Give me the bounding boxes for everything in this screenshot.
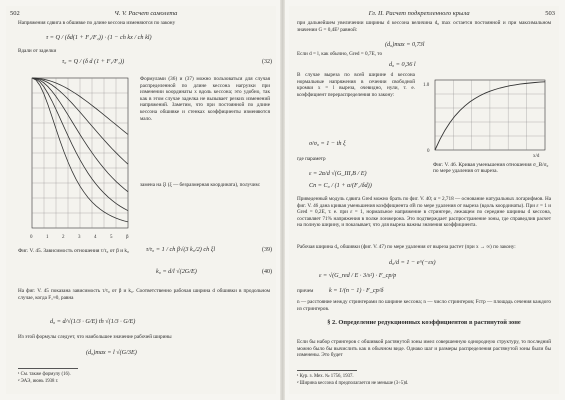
left-footnote-rule <box>18 368 78 369</box>
right-footnote-1: ¹ Кур. з. Мех. № 1756, 1937. <box>297 374 354 379</box>
right-page <box>289 6 559 394</box>
right-footnote-2: ² Ширина кессона d предполагается не меньше (3÷5)d. <box>297 381 409 386</box>
left-formula-5: d₀ = d/√(1/3 · G/E) th √(1/3 · G/E) <box>50 318 136 325</box>
chart-ticks <box>30 235 129 240</box>
right-page-number: 503 <box>545 9 555 17</box>
left-para-2: Вдали от заделки <box>18 48 57 54</box>
chart-tick-label: 1 <box>46 235 49 240</box>
left-para-3: Формулами (36) и (37) можно пользоваться для случая распределенной по длине кессона нагрузки при изменении координаты x вдоль кессона; это удобно, так как в этом случае заделка не вызывает резких изменений напряжений. Заметим, что при постоянной по длине кессона обшивке и стенках коэффициенты изменяются мало. <box>140 76 270 122</box>
left-formula-4: k₀ = d/l √(2G/E) <box>156 268 197 275</box>
figure-v45-chart <box>18 72 136 244</box>
figure-v45-caption: Фиг. V. 45. Зависимость отношения τ/τ₀ от β и k₀ <box>18 248 129 254</box>
right-para-5: Приведенный модуль сдвига Gred можно брать по фиг. V. 40; α = 2,718 — основание натуральных логарифмов. На фиг. V. 46 дана кривая уменьшения коэффициента σB по мере удаления от выреза (вдоль координаты). При ε = 1 и Gred = 0,2E, т. е. при ε = 1, нормальное напряжение в стрингере, лежащем по середине ширины d кессона, составляет 71% напряжения в полке лонжерона. Это подтверждает распространение зоны, где справедлив расчет на полную ширину, и показывает, что для выреза важны значения коэффициента. <box>297 196 551 229</box>
left-page-number: 502 <box>10 9 20 17</box>
left-para-5: На фиг. V. 45 показана зависимость τ/τ₀ от β и k₀. Соответственно рабочая ширина d обшивки в продольном случае, когда F₁≈0, равна <box>18 288 270 301</box>
chart-tick-label: 2 <box>62 235 65 240</box>
left-footnote-2: ² ЭАЭ, июнь 1938 г. <box>18 379 59 384</box>
left-formula-4-number: (40) <box>262 269 272 275</box>
left-para-6: Из этой формулы следует, что наибольшее значение рабочей ширины <box>18 334 172 340</box>
right-formula-7: ε = √(G_red / E · 3/s²) · F_cр/p <box>319 272 397 279</box>
left-formula-3: τ/τ₀ = 1 / ch β√(3 k₀/2) ch ξl <box>146 246 216 253</box>
right-formula-6: d₀/d = 1 − e^(−εx) <box>389 259 436 266</box>
right-formula-3: σ/σ₀ = 1 − th ξ <box>309 140 346 147</box>
right-para-3: В случае выреза по всей ширине d кессона нормальные напряжения в сечении свободной кромки x = l выреза, очевидно, нули, т. е. коэффициент перераспределения по закону: <box>297 72 415 98</box>
left-page <box>6 6 276 394</box>
chart-tick-label: 5 <box>110 235 113 240</box>
figure-v46-chart <box>423 76 551 158</box>
right-para-2: Если d = l, как обычно, Gred = 0,7E, то <box>297 51 383 57</box>
left-formula-3-number: (39) <box>262 247 272 253</box>
right-formula-2: d₀ = 0,36 l <box>389 61 416 68</box>
left-formula-2: τ₀ = Q / (δ d (1 + F₁/F₂)) <box>62 58 125 65</box>
left-formula-6: (d₀)max = l √(G/3E) <box>86 349 137 356</box>
right-running-header <box>293 8 555 18</box>
right-para-7: причем <box>297 288 314 294</box>
left-running-header <box>10 8 272 18</box>
book-gutter <box>280 0 285 400</box>
chart-y-label-zero: 0 <box>427 149 430 154</box>
right-para-6: Рабочая ширина d₀ обшивки (фиг. V. 47) по мере удаления от выреза растет (при x → ∞) по закону: <box>297 244 516 250</box>
right-running-head: Гл. II. Расчет подкрепленного крыла <box>368 9 470 17</box>
left-para-1: Напряжения сдвига в обшивке по длине кессона изменяются по закону <box>18 20 176 26</box>
chart-tick-label: 0 <box>30 235 33 240</box>
right-footnote-rule <box>297 370 357 371</box>
left-formula-1: τ = Q / (δd(1 + F₁/F₂)) · (1 − ch kx / ch kl) <box>46 34 152 41</box>
left-formula-2-number: (32) <box>262 59 272 65</box>
right-formula-4: ε = 2α/d √(G_III,B / E) <box>309 170 367 177</box>
right-formula-5: Cn = C₀ / (1 + α/(F₁/δd)) <box>309 182 372 189</box>
chart-tick-label: β <box>126 235 129 240</box>
right-formula-1: (d₀)max = 0,73l <box>385 41 425 48</box>
right-formula-8: k = 1/(n − 1) · F_cр/δ <box>329 287 384 294</box>
right-para-9: Если бы набор стрингеров с обшивкой растянутой зоны имел совершенную однородную структуру, то последний можно было бы вычислить как в обычном виде. Однако шаг и размеры распределения растянутой зоны были бы изменены. Это будет <box>297 339 551 359</box>
chart-tick-label: 3 <box>78 235 81 240</box>
chart-x-label: x/d <box>533 154 540 159</box>
left-footnote-1: ¹ См. также формулу (16). <box>18 372 71 377</box>
left-running-head: Ч. V. Расчет самолета <box>114 9 178 17</box>
chart-tick-label: 4 <box>94 235 97 240</box>
right-para-4: где параметр <box>297 156 326 162</box>
left-para-4: замена на ξl (ξ — безразмерная координата), получим: <box>140 182 261 188</box>
right-para-8: n — расстояние между стрингерами по ширине кессона; n — число стрингеров; Fстр — площадь сечения каждого из стрингеров. <box>297 299 551 312</box>
right-para-1: при дальнейшем увеличении ширины d кессона величина d₀ max остается постоянной и при максимальном значении G = 0,4E² равной: <box>297 20 551 33</box>
section-title: § 2. Определение редукционных коэффициентов в растянутой зоне <box>327 319 521 326</box>
figure-v46-caption: Фиг. V. 46. Кривая уменьшения отношения σ_B/σ₀ по мере удаления от выреза. <box>433 162 549 175</box>
chart-y-label-top: 1.0 <box>423 83 430 88</box>
